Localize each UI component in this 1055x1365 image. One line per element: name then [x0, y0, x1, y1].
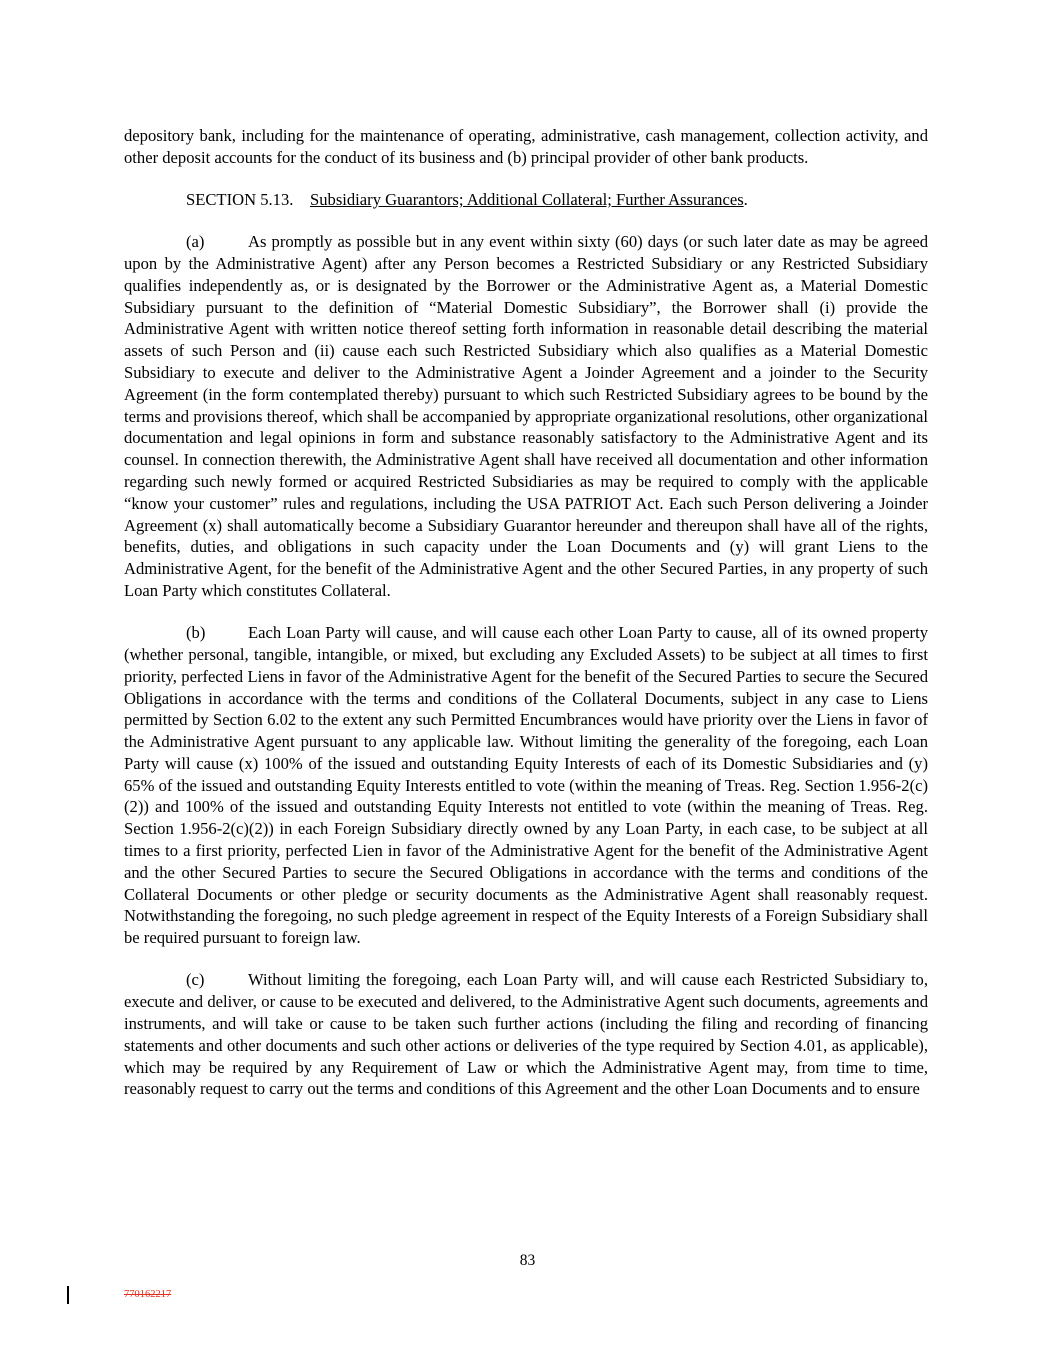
section-number: SECTION 5.13.: [186, 189, 294, 209]
paragraph-label: (a): [186, 232, 205, 252]
document-id: 770162217: [124, 1289, 172, 1300]
section-title-period: .: [743, 189, 748, 209]
paragraph-text: Without limiting the foregoing, each Loan Party will, and will cause each Restricted Subsidiary to, execute and deliver, or cause to be executed and delivered, to the Administrative Agent such documents, agreements and instruments, and will take or cause to be taken such further actions (including the filing and recording of financing statements and other documents and such other actions or deliveries of the type required by Section 4.01, as applicable), which may be required by any Requirement of Law or which the Administrative Agent may, from time to time, reasonably request to carry out the terms and conditions of this Agreement and the other Loan Documents and to ensure: [124, 970, 928, 1099]
section-title: Subsidiary Guarantors; Additional Collateral; Further Assurances: [310, 189, 744, 209]
paragraph-text: As promptly as possible but in any event within sixty (60) days (or such later date as may be agreed upon by the Administrative Agent) after any Person becomes a Restricted Subsidiary or any Restricted Subsidiary qualifies independently as, or is designated by the Borrower or the Administrative Agent as, a Material Domestic Subsidiary pursuant to the definition of “Material Domestic Subsidiary”, the Borrower shall (i) provide the Administrative Agent with written notice thereof setting forth information in reasonable detail describing the material assets of such Person and (ii) cause each such Restricted Subsidiary which also qualifies as a Material Domestic Subsidiary to execute and deliver to the Administrative Agent a Joinder Agreement and a joinder to the Security Agreement (in the form contemplated thereby) pursuant to which such Restricted Subsidiary agrees to be bound by the terms and provisions thereof, which shall be accompanied by appropriate organizational resolutions, other organizational documentation and legal opinions in form and substance reasonably satisfactory to the Administrative Agent and its counsel. In connection therewith, the Administrative Agent shall have received all documentation and other information regarding such newly formed or acquired Restricted Subsidiaries as may be required to comply with the applicable “know your customer” rules and regulations, including the USA PATRIOT Act. Each such Person delivering a Joinder Agreement (x) shall automatically become a Subsidiary Guarantor hereunder and thereupon shall have all of the rights, benefits, duties, and obligations in such capacity under the Loan Documents and (y) will grant Liens to the Administrative Agent, for the benefit of the Administrative Agent and the other Secured Parties, in any property of such Loan Party which constitutes Collateral.: [124, 232, 928, 600]
paragraph-label: (c): [186, 970, 205, 990]
paragraph-text: Each Loan Party will cause, and will cause each other Loan Party to cause, all of its owned property (whether personal, tangible, intangible, or mixed, but excluding any Excluded Assets) to be subject at all times to first priority, perfected Liens in favor of the Administrative Agent for the benefit of the Secured Parties to secure the Secured Obligations in accordance with the terms and conditions of the Collateral Documents, subject in any case to Liens permitted by Section 6.02 to the extent any such Permitted Encumbrances would have priority over the Liens in favor of the Administrative Agent pursuant to any applicable law. Without limiting the generality of the foregoing, each Loan Party will cause (x) 100% of the issued and outstanding Equity Interests of each of its Domestic Subsidiaries and (y) 65% of the issued and outstanding Equity Interests entitled to vote (within the meaning of Treas. Reg. Section 1.956-2(c)(2)) and 100% of the issued and outstanding Equity Interests not entitled to vote (within the meaning of Treas. Reg. Section 1.956-2(c)(2)) in each Foreign Subsidiary directly owned by any Loan Party, in each case, to be subject at all times to a first priority, perfected Lien in favor of the Administrative Agent for the benefit of the Administrative Agent and the other Secured Parties to secure the Secured Obligations in accordance with the terms and conditions of the Collateral Documents or other pledge or security documents as the Administrative Agent shall reasonably request. Notwithstanding the foregoing, no such pledge agreement in respect of the Equity Interests of a Foreign Subsidiary shall be required pursuant to foreign law.: [124, 623, 928, 948]
document-page: [124, 125, 928, 1121]
paragraph-b: [124, 622, 928, 949]
revision-change-bar: [67, 1286, 69, 1304]
section-heading: [124, 189, 928, 211]
paragraph-label: (b): [186, 623, 206, 643]
paragraph-c: [124, 969, 928, 1100]
page-number: 83: [519, 1252, 536, 1269]
paragraph-a: [124, 231, 928, 602]
continuation-paragraph: depository bank, including for the maintenance of operating, administrative, cash management, collection activity, and other deposit accounts for the conduct of its business and (b) principal provider of other bank products.: [124, 126, 928, 167]
